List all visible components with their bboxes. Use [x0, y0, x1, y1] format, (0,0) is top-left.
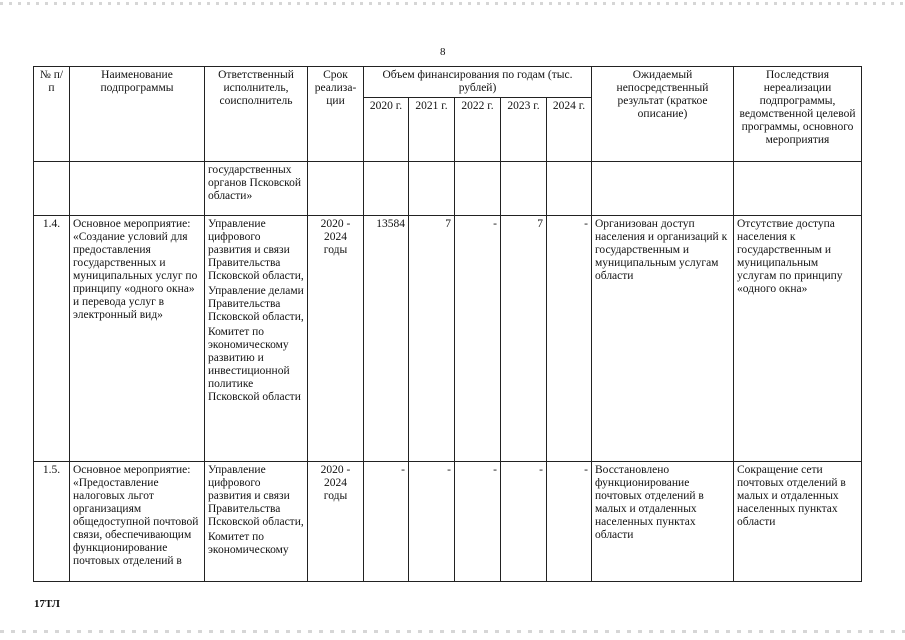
row-num: 1.5.	[34, 462, 70, 582]
scan-edge-top	[0, 2, 905, 5]
row-consequences: Сокращение сети почтовых отделений в малых и отдаленных населенных пунктах области	[734, 462, 862, 582]
row-term: 2020 - 2024 годы	[308, 216, 364, 462]
row-value: -	[455, 216, 501, 462]
header-term: Срок реализа-ции	[308, 67, 364, 162]
header-consequences: Последствия нереализации подпрограммы, ведомственной целевой программы, основного мероприятия	[734, 67, 862, 162]
scan-edge-bottom	[0, 630, 905, 633]
header-year: 2020 г.	[364, 98, 409, 162]
row-value: 13584	[364, 216, 409, 462]
executor-item: Комитет по экономическому	[208, 531, 289, 556]
header-year: 2023 г.	[501, 98, 547, 162]
footer-code: 17ТЛ	[34, 598, 60, 610]
executor-item: Управление делами Правительства Псковской области,	[208, 285, 304, 323]
header-year: 2024 г.	[547, 98, 592, 162]
page-number: 8	[440, 46, 446, 58]
table-row	[34, 162, 862, 216]
row-value: 7	[409, 216, 455, 462]
row-executors	[205, 462, 308, 582]
row-name: Основное мероприятие: «Создание условий для предоставления государственных и муниципальных услуг по принципу «одного окна» и перевода услуг в электронный вид»	[70, 216, 205, 462]
program-table	[33, 66, 862, 582]
row-result: Организован доступ населения и организаций к государственным и муниципальным услугам области	[592, 216, 734, 462]
row-value: -	[409, 462, 455, 582]
header-executor: Ответственный исполнитель, соисполнитель	[205, 67, 308, 162]
header-result: Ожидаемый непосредственный результат (краткое описание)	[592, 67, 734, 162]
row-result: Восстановлено функционирование почтовых отделений в малых и отдаленных населенных пунктах области	[592, 462, 734, 582]
row-consequences: Отсутствие доступа населения к государственным и муниципальным услугам по принципу «одного окна»	[734, 216, 862, 462]
row-executors	[205, 216, 308, 462]
header-year: 2021 г.	[409, 98, 455, 162]
header-year: 2022 г.	[455, 98, 501, 162]
executor-item: Управление цифрового развития и связи Правительства Псковской области,	[208, 464, 304, 528]
table-row	[34, 216, 862, 462]
row-term: 2020 - 2024 годы	[308, 462, 364, 582]
row-value: 7	[501, 216, 547, 462]
row-name: Основное мероприятие: «Предоставление налоговых льгот организациям общедоступной почтовой связи, обеспечивающим функционирование почтовых отделений в	[70, 462, 205, 582]
row-value: -	[547, 462, 592, 582]
executor-item: Комитет по экономическому развитию и инвестиционной политике Псковской области	[208, 326, 301, 403]
header-num: № п/п	[34, 67, 70, 162]
header-finance: Объем финансирования по годам (тыс. рублей)	[364, 67, 592, 98]
row-num: 1.4.	[34, 216, 70, 462]
continuation-executor: государственных органов Псковской области»	[205, 162, 308, 216]
header-name: Наименование подпрограммы	[70, 67, 205, 162]
executor-item: Управление цифрового развития и связи Правительства Псковской области,	[208, 218, 304, 282]
row-value: -	[547, 216, 592, 462]
row-value: -	[455, 462, 501, 582]
row-value: -	[501, 462, 547, 582]
table-row	[34, 462, 862, 582]
row-value: -	[364, 462, 409, 582]
